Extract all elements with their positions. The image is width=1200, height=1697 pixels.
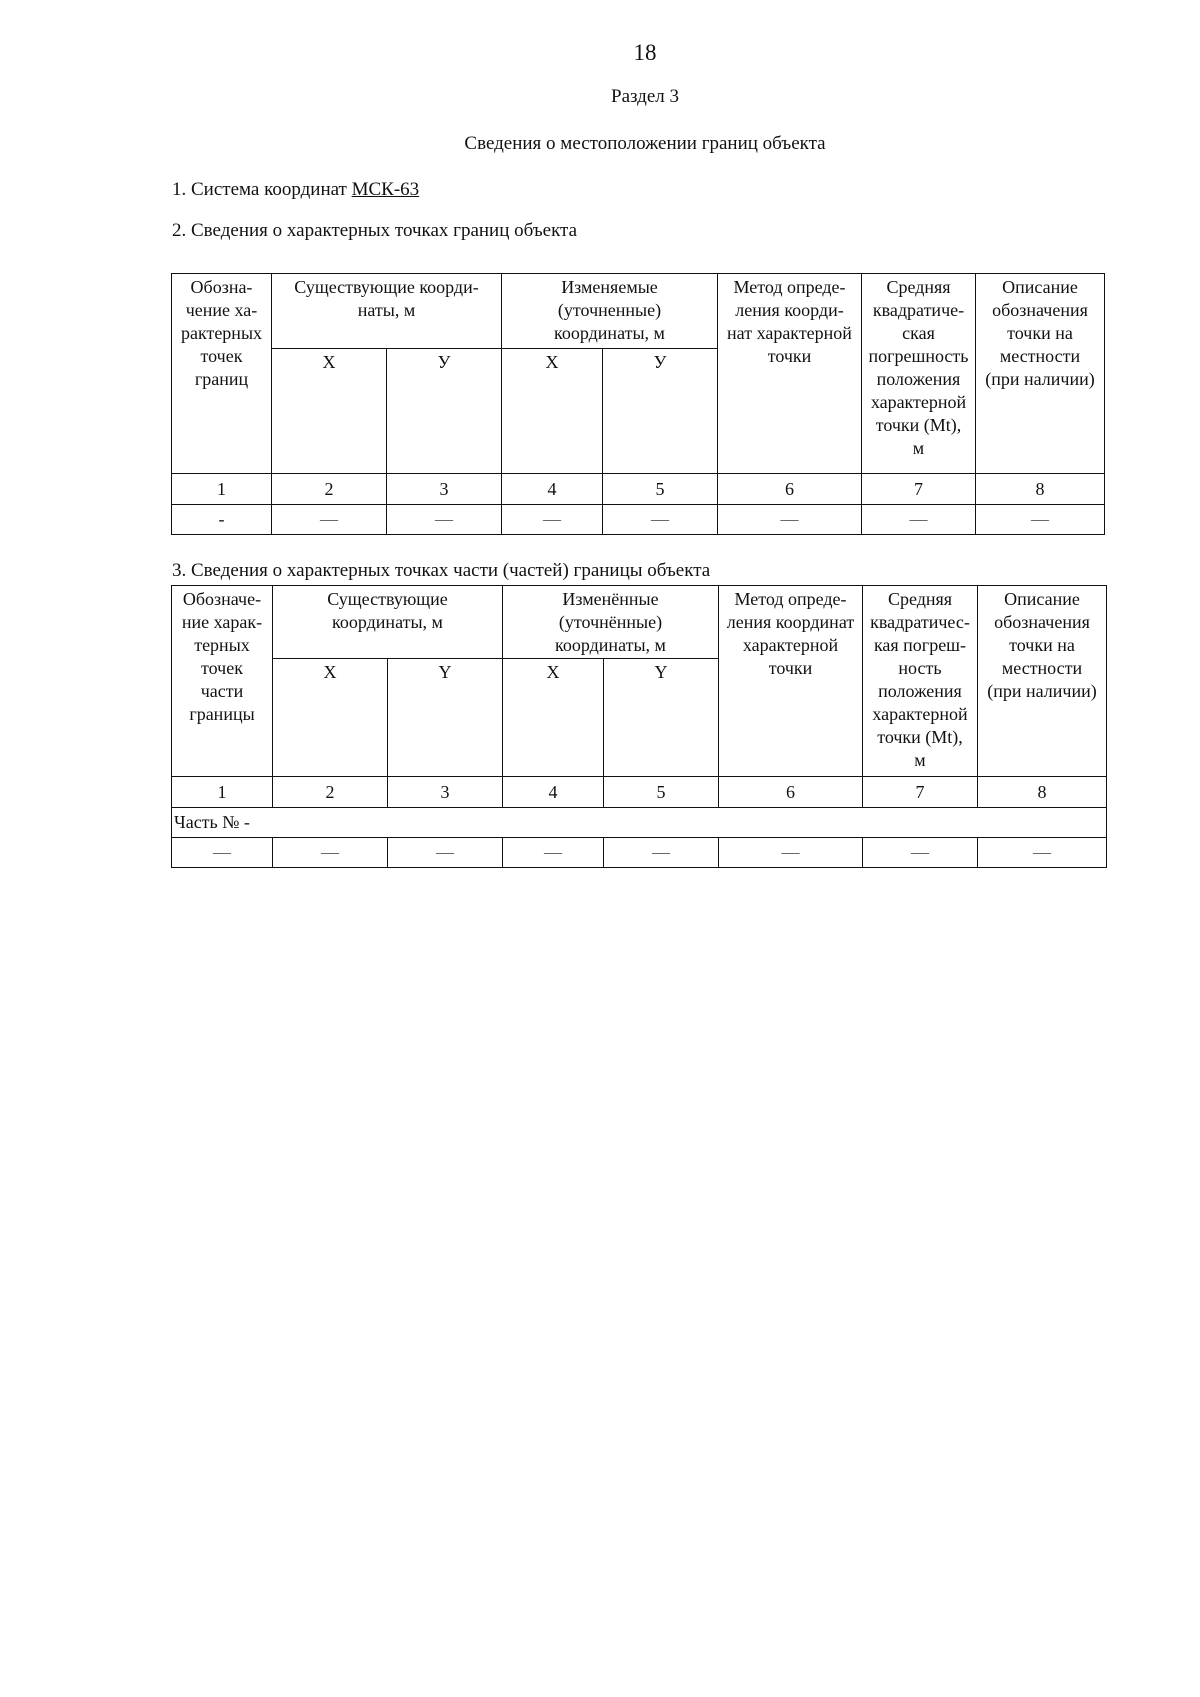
column-number: 4 [502,474,603,505]
column-number: 3 [387,474,502,505]
column-number: 3 [388,777,503,808]
table-cell: — [976,505,1105,535]
header-x-existing: X [273,659,388,777]
part-label-row [172,808,1107,838]
table-cell: — [719,838,863,868]
column-number: 4 [503,777,604,808]
column-number: 5 [603,474,718,505]
column-number: 7 [863,777,978,808]
header-existing-text: Существующие координаты, м [327,589,448,632]
boundary-points-heading: 2. Сведения о характерных точках границ объекта [172,220,578,241]
header-existing-coordinates [273,586,503,659]
table-cell: — [604,838,719,868]
header-error-text: Средняя квадратичес- кая погреш- ность положения характерной точки (Mt), м [870,589,970,770]
header-description [978,586,1107,777]
header-x-changed: X [502,349,603,474]
header-x-changed: X [503,659,604,777]
column-number: 8 [978,777,1107,808]
header-method-text: Метод опреде- ления координат характерной точки [726,589,855,678]
column-number: 5 [604,777,719,808]
column-number: 8 [976,474,1105,505]
header-method [718,274,862,474]
column-number: 7 [862,474,976,505]
table-cell: — [503,838,604,868]
table-cell: — [387,505,502,535]
header-method [719,586,863,777]
column-number: 1 [172,777,273,808]
page-number: 18 [633,40,657,65]
header-y-changed: Y [604,659,719,777]
part-boundary-points-table [171,585,1107,868]
table-cell: — [863,838,978,868]
part-label: Часть № - [172,808,1107,838]
table-cell: — [603,505,718,535]
table-cell: — [273,838,388,868]
column-number: 2 [273,777,388,808]
header-designation [172,586,273,777]
column-number: 6 [719,777,863,808]
table-cell: — [502,505,603,535]
header-description [976,274,1105,474]
header-designation-text: Обозна- чение ха- рактерных точек границ [180,277,263,389]
header-existing-coordinates [272,274,502,349]
header-y-existing: Y [388,659,503,777]
table-cell: - [172,505,272,535]
coordinate-system-label: 1. Система координат [172,179,352,200]
header-designation-text: Обозначе- ние харак- терных точек части границы [181,589,263,724]
table-cell: — [718,505,862,535]
table-cell: — [978,838,1107,868]
header-x-existing: X [272,349,387,474]
header-y-changed: У [603,349,718,474]
table-cell: — [388,838,503,868]
column-number-row [172,777,1107,808]
header-designation [172,274,272,474]
header-changed-text: Изменённые (уточнённые) координаты, м [555,589,666,655]
coordinate-system-line [172,179,419,201]
header-changed-text: Изменяемые (уточненные) координаты, м [554,277,665,343]
header-changed-coordinates [502,274,718,349]
header-method-text: Метод опреде- ления коорди- нат характерной точки [727,277,852,366]
column-number-row [172,474,1105,505]
table-row [172,838,1107,868]
header-y-existing: У [387,349,502,474]
header-existing-text: Существующие коорди- наты, м [294,277,479,320]
table-row [172,505,1105,535]
part-points-heading: 3. Сведения о характерных точках части (частей) границы объекта [172,560,711,581]
section-title: Раздел 3 [611,86,679,107]
column-number: 6 [718,474,862,505]
table-cell: — [172,838,273,868]
table-cell: — [862,505,976,535]
column-number: 2 [272,474,387,505]
table-cell: — [272,505,387,535]
header-error-text: Средняя квадратиче- ская погрешность положения характерной точки (Mt), м [868,277,969,458]
header-mean-square-error [862,274,976,474]
coordinate-system-value: МСК-63 [351,179,420,200]
document-title: Сведения о местоположении границ объекта [464,133,826,154]
header-changed-coordinates [503,586,719,659]
header-mean-square-error [863,586,978,777]
header-description-text: Описание обозначения точки на местности (при наличии) [985,277,1095,389]
boundary-points-table [171,273,1105,535]
column-number: 1 [172,474,272,505]
header-description-text: Описание обозначения точки на местности (при наличии) [987,589,1097,701]
